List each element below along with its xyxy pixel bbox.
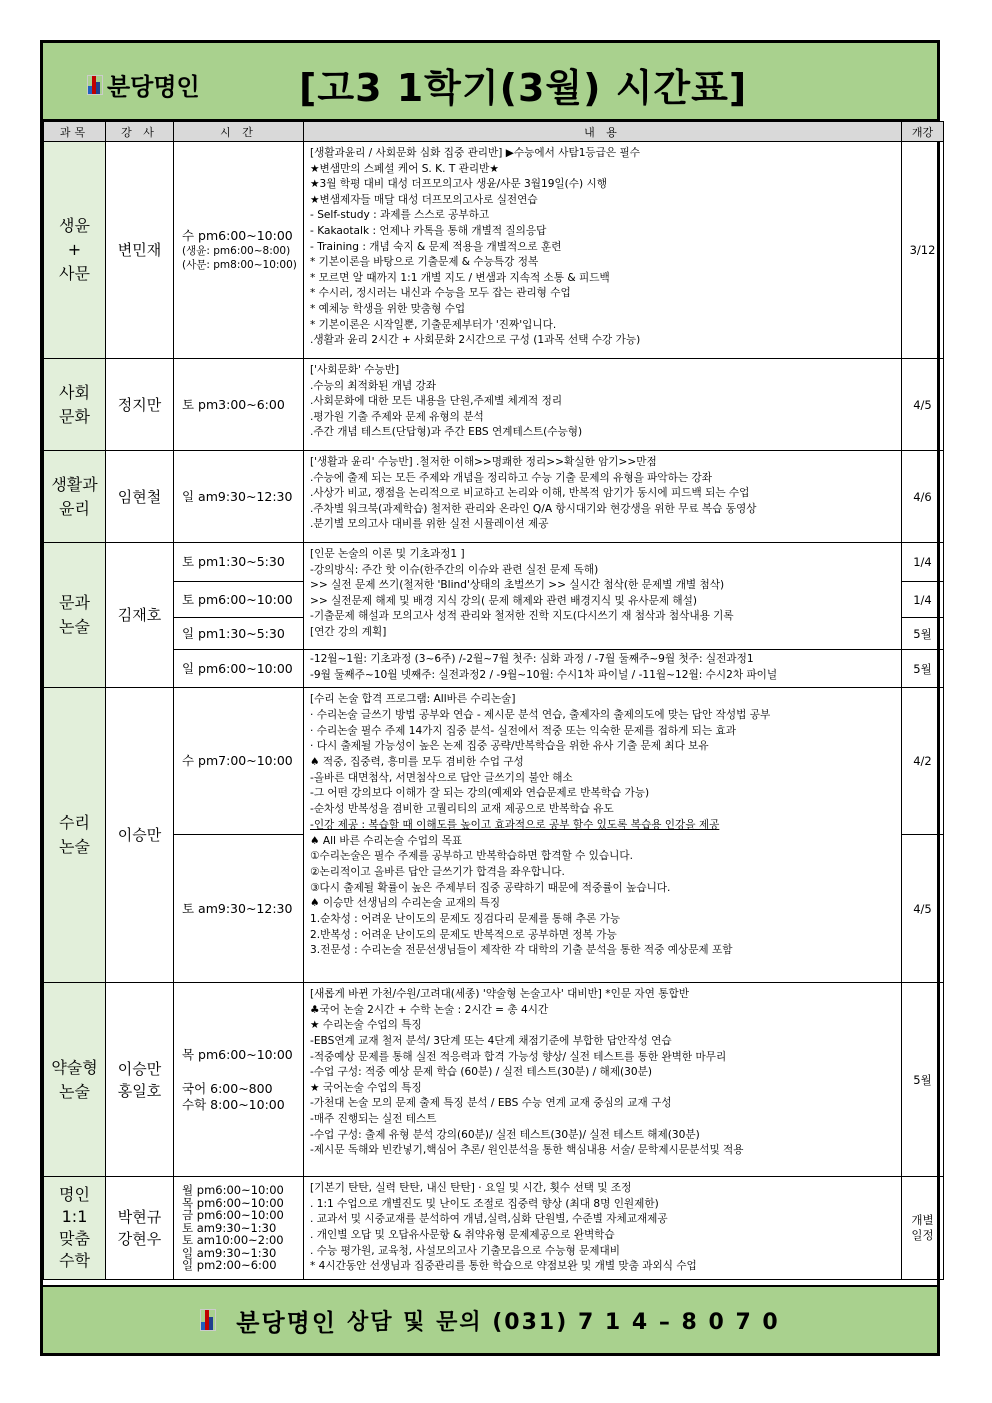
contact-phone: 상담 및 문의 (031) 7 1 4 – 8 0 7 0 (347, 1309, 780, 1335)
row-short-essay (44, 983, 944, 1177)
subject-cell: 명인 1:1 맞춤 수학 (44, 1177, 106, 1280)
time-cell: 목 pm6:00~10:00 국어 6:00~800 수학 8:00~10:00 (174, 983, 304, 1177)
time-cell: 토 pm6:00~10:00 (174, 582, 304, 618)
content-cell: [인문 논술의 이론 및 기초과정1 ] -강의방식: 주간 핫 이슈(한주간의 이슈와 관련 실전 문제 독해) >> 실전 문제 쓰기(철저한 'Blind'상태의 초벌쓰기 >> 실시간 첨삭(한 문제별 개별 첨삭) >> 실전문제 해제 및 배경 지식 강의( 문제 해제와 관련 배경지식 및 유사문제 해설) -기출문제 해설과 모의고사 성적 관리와 철저한 진학 지도(다시쓰기 재 첨삭과 첨삭내용 기록 [연간 강의 계획] (304, 543, 902, 650)
time-cell: 토 pm3:00~6:00 (174, 359, 304, 451)
subject-cell: 사회 문화 (44, 359, 106, 451)
logo-mark-icon (87, 75, 103, 95)
start-date-cell: 1/4 (902, 543, 944, 582)
row-humanities-essay-slot (44, 650, 944, 688)
row-society-culture (44, 359, 944, 451)
start-date-cell: 4/5 (902, 835, 944, 983)
brand-logo (87, 67, 200, 102)
time-cell: 일 pm6:00~10:00 (174, 650, 304, 688)
teacher-cell: 박현규 강현우 (106, 1177, 174, 1280)
start-date-cell: 4/6 (902, 451, 944, 543)
col-content: 내 용 (304, 122, 902, 142)
row-humanities-essay (44, 543, 944, 582)
subject-cell: 수리 논술 (44, 688, 106, 983)
teacher-cell: 변민재 (106, 142, 174, 359)
start-date-cell: 4/2 (902, 688, 944, 835)
column-header-row (44, 122, 944, 142)
teacher-cell: 김재호 (106, 543, 174, 688)
timetable-sheet (40, 40, 940, 1356)
time-cell: 토 pm1:30~5:30 (174, 543, 304, 582)
col-start: 개강 (902, 122, 944, 142)
logo-mark-icon (200, 1309, 216, 1331)
content-cell: [새롭게 바뀐 가천/수원/고려대(세종) '약술형 논술고사' 대비반] *인문 자연 통합반 ♣국어 논술 2시간 + 수학 논술 : 2시간 = 총 4시간 ★ 수리논술 수업의 특징 -EBS연계 교재 철저 분석/ 3단계 또는 4단계 채점기준에 부합한 답안작성 연습 -적중예상 문제를 통해 실전 적응력과 합격 가능성 향상/ 실전 테스트를 통한 완벽한 마무리 -수업 구성: 적중 예상 문제 학습 (60분) / 실전 테스트(30분) / 해제(30분) ★ 국어논술 수업의 특징 -가천대 논술 모의 문제 출제 특징 분석 / EBS 수능 연계 교재 중심의 교재 구성 -매주 진행되는 실전 테스트 -수업 구성: 출제 유형 분석 강의(60분)/ 실전 테스트(30분)/ 실전 테스트 해제(30분) -제시문 독해와 빈칸넣기,핵심어 추론/ 원인분석을 통한 핵심내용 서술/ 문학제시문분석및 적용 (304, 983, 902, 1177)
start-date-cell: 5월 (902, 618, 944, 650)
time-cell: 일 pm1:30~5:30 (174, 618, 304, 650)
start-date-cell: 5월 (902, 983, 944, 1177)
content-cell: [기본기 탄탄, 실력 탄탄, 내신 탄탄] · 요일 및 시간, 횟수 선택 및 조정 . 1:1 수업으로 개별진도 및 난이도 조절로 집중력 향상 (최대 8명 인원제한) . 교과서 및 시중교재를 분석하여 개념,실력,심화 단원별, 수준별 자체교재제공 . 개인별 오답 및 오답유사문항 & 취약유형 문제제공으로 완벽학습 . 수능 평가원, 교육청, 사설모의고사 기출모음으로 수능형 문제대비 * 4시간동안 선생님과 집중관리를 통한 학습으로 약점보완 및 개별 맞춤 과외식 수업 (304, 1177, 902, 1280)
content-cell: [수리 논술 합격 프로그램: All바른 수리논술] · 수리논술 글쓰기 방법 공부와 연습 - 제시문 분석 연습, 출제자의 출제의도에 맞는 답안 작성법 공부 · 수리논술 필수 주제 14가지 집중 분석- 실전에서 적중 또는 익숙한 문제를 접하게 되는 효과 · 다시 출제될 가능성이 높은 논제 집중 공략/반복학습을 위한 유사 기출 문제 최다 보유 ♠ 적중, 집중력, 흥미를 모두 겸비한 수업 구성 -올바른 대면첨삭, 서면첨삭으로 답안 글쓰기의 불안 해소 -그 어떤 강의보다 이해가 잘 되는 강의(예제와 연습문제로 반복학습 가능) -순차성 반복성을 겸비한 고퀄리티의 교재 제공으로 반복학습 유도 -인강 제공 : 복습할 때 이해도를 높이고 효과적으로 공부 할수 있도록 복습용 인강을 제공 ♠ All 바른 수리논술 수업의 목표 ①수리논술은 필수 주제를 공부하고 반복학습하면 합격할 수 있습니다. ②논리적이고 올바른 답안 글쓰기가 합격을 좌우합니다. ③다시 출제될 확률이 높은 주제부터 집중 공략하기 때문에 적중률이 높습니다. ♠ 이승만 선생님의 수리논술 교재의 특징 1.순차성 : 어려운 난이도의 문제도 징검다리 문제를 통해 추론 가능 2.반복성 : 어려운 난이도의 문제도 반복적으로 공부하면 정복 가능 3.전문성 : 수리논술 전문선생님들이 제작한 각 대학의 기출 분석을 통한 적중 예상문제 포함 (304, 688, 902, 983)
schedule-table (43, 121, 944, 1280)
start-date-cell: 4/5 (902, 359, 944, 451)
content-cell: [생활과윤리 / 사회문화 심화 집중 관리반] ▶수능에서 사탐1등급은 필수 ★변샘만의 스페셜 케어 S. K. T 관리반★ ★3월 학평 대비 대성 더프모의고사 생윤/사문 3월19일(수) 시행 ★변샘제자들 매달 대성 더프모의고사로 실전연습 - Self-study : 과제를 스스로 공부하고 - Kakaotalk : 언제나 카톡을 통해 개별적 질의응답 - Training : 개념 숙지 & 문제 적용을 개별적으로 훈련 * 기본이론을 바탕으로 기출문제 & 수능특강 정복 * 모르면 알 때까지 1:1 개별 지도 / 변샘과 지속적 소통 & 피드백 * 수시러, 정시러는 내신과 수능을 모두 잡는 관리형 수업 * 예체능 학생을 위한 맞춤형 수업 * 기본이론은 시작일뿐, 기출문제부터가 '진짜'입니다. .생활과 윤리 2시간 + 사회문화 2시간으로 구성 (1과목 선택 수강 가능) (304, 142, 902, 359)
content-cell: ['사회문화' 수능반] .수능의 최적화된 개념 강좌 .사회문화에 대한 모든 내용을 단원,주제별 체계적 정리 .평가원 기출 주제와 문제 유형의 분석 .주간 개념 테스트(단답형)과 주간 EBS 연계테스트(수능형) (304, 359, 902, 451)
col-time: 시 간 (174, 122, 304, 142)
col-teacher: 강 사 (106, 122, 174, 142)
subject-cell: 약술형 논술 (44, 983, 106, 1177)
logo-text: 분당명인 (107, 73, 200, 101)
row-math-essay (44, 688, 944, 835)
page-title: [고3 1학기(3월) 시간표] (299, 66, 748, 110)
content-cell: ['생활과 윤리' 수능반] .철저한 이해>>명쾌한 정리>>확실한 암기>>만점 .수능에 출제 되는 모든 주제와 개념을 정리하고 수능 기출 문제의 유형을 파악하는 강좌 .사상가 비교, 쟁점을 논리적으로 비교하고 논리와 이해, 반복적 암기가 동시에 피드백 되는 수업 .주차별 워크북(과제학습) 철저한 관리와 온라인 Q/A 항시대기와 현강생을 위한 무료 복습 동영상 .분기별 모의고사 대비를 위한 실전 시뮬레이션 제공 (304, 451, 902, 543)
page-footer (43, 1285, 937, 1353)
row-life-ethics (44, 451, 944, 543)
time-cell: 일 am9:30~12:30 (174, 451, 304, 543)
col-subject: 과목 (44, 122, 106, 142)
teacher-cell: 이승만 (106, 688, 174, 983)
time-cell: 수 pm6:00~10:00 (생윤: pm6:00~8:00) (사문: pm8:00~10:00) (174, 142, 304, 359)
teacher-cell: 이승만 홍일호 (106, 983, 174, 1177)
subject-cell: 생윤 + 사문 (44, 142, 106, 359)
teacher-cell: 정지만 (106, 359, 174, 451)
time-cell: 월 pm6:00~10:00 목 pm6:00~10:00 금 pm6:00~10:00 토 am9:30~1:30 토 am10:00~2:00 일 am9:30~1:30 일 pm2:00~6:00 (174, 1177, 304, 1280)
start-date-cell: 1/4 (902, 582, 944, 618)
start-date-cell: 개별 일정 (902, 1177, 944, 1280)
time-cell: 토 am9:30~12:30 (174, 835, 304, 983)
page-header (43, 43, 937, 121)
row-custom-math (44, 1177, 944, 1280)
footer-brand: 분당명인 (236, 1308, 338, 1337)
row-ethics-society (44, 142, 944, 359)
start-date-cell: 3/12 (902, 142, 944, 359)
teacher-cell: 임현철 (106, 451, 174, 543)
content-cell: -12월~1월: 기초과정 (3~6주) /-2월~7월 첫주: 심화 과정 / -7월 둘째주~9월 첫주: 실전과정1 -9월 둘째주~10월 넷째주: 실전과정2 / -9월~10월: 수시1차 파이널 / -11월~12월: 수시2차 파이널 (304, 650, 902, 688)
time-cell: 수 pm7:00~10:00 (174, 688, 304, 835)
start-date-cell: 5월 (902, 650, 944, 688)
subject-cell: 생활과 윤리 (44, 451, 106, 543)
subject-cell: 문과 논술 (44, 543, 106, 688)
